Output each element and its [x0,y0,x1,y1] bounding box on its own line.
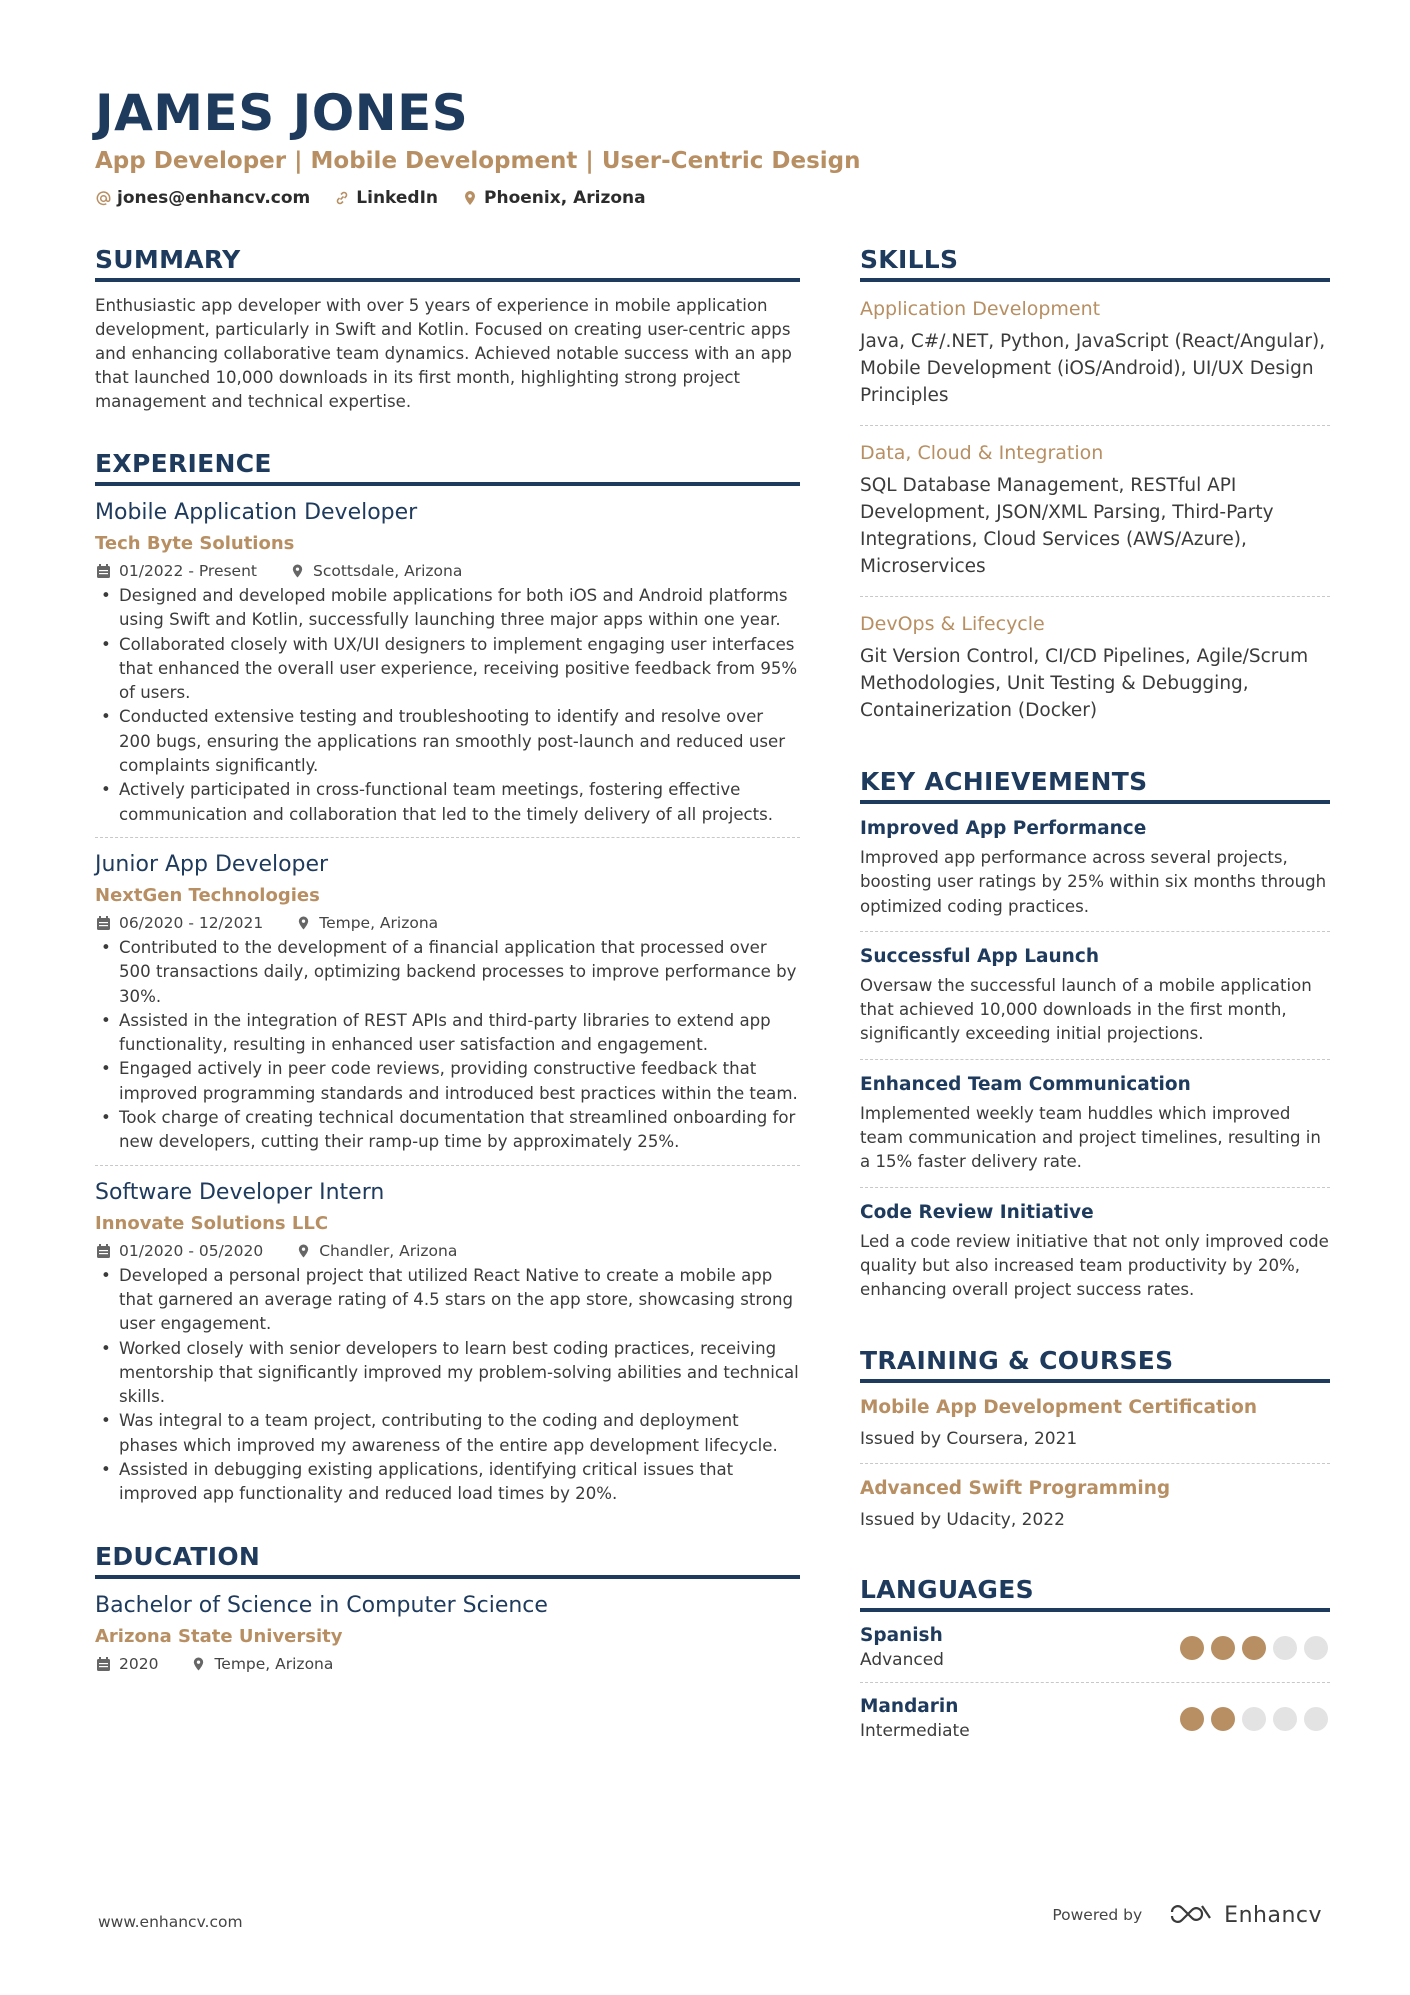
summary-section [95,244,800,414]
contact-email[interactable] [95,188,310,208]
languages-section [860,1574,1330,1753]
right-column [860,244,1330,1787]
training-heading: TRAINING & COURSES [860,1345,1330,1383]
job-bullet: • Assisted in debugging existing applications, identifying critical issues that improved app functionality and reduced load times by 20%. [95,1458,800,1507]
at-icon [95,190,111,206]
school-name: Arizona State University [95,1625,343,1647]
job-meta [95,562,800,580]
course-title: Mobile App Development Certification [860,1396,1258,1418]
summary-text: Enthusiastic app developer with over 5 years of experience in mobile application development, particularly in Swift and Kotlin. Focused on creating user-centric apps and enhancing collaborative team dynamics. Achieved notable success with an app that launched 10,000 downloads in its first month, highlighting strong project management and technical expertise. [95,296,792,411]
language-level: Advanced [860,1649,944,1670]
resume-header [95,82,1325,208]
map-pin-icon [289,563,305,579]
contact-linkedin-text: LinkedIn [356,188,439,208]
job-title: Software Developer Intern [95,1179,385,1205]
calendar-icon [95,1243,111,1259]
job-bullet: • Was integral to a team project, contributing to the coding and deployment phases which improved my awareness of the entire app development lifecycle. [95,1409,800,1458]
left-column [95,244,800,1717]
achievement-desc: Oversaw the successful launch of a mobile application that achieved 10,000 downloads in the first month, significantly exceeding initial projections. [860,975,1312,1044]
experience-section [95,448,800,1517]
calendar-icon [95,1656,111,1672]
job-dates [95,562,257,580]
job-location-text: Scottsdale, Arizona [313,562,463,580]
job-title: Junior App Developer [95,851,329,877]
job-bullet: • Worked closely with senior developers to learn best coding practices, receiving mentorship that significantly improved my problem-solving abilities and technical skills. [95,1337,800,1410]
job-location-text: Chandler, Arizona [319,1241,458,1260]
footer-website[interactable]: www.enhancv.com [98,1913,243,1931]
contact-email-text: jones@enhancv.com [117,188,311,208]
job-dates [95,1242,263,1260]
education-heading: EDUCATION [95,1541,800,1579]
job-bullet: • Contributed to the development of a financial application that processed over 500 transactions daily, optimizing backend processes to improve performance by 30%. [95,936,800,1009]
job-bullet-text: Developed a personal project that utilized React Native to create a mobile app that garnered an average rating of 4.5 stars on the app store, showcasing strong user engagement. [119,1265,794,1334]
achievement-title: Successful App Launch [860,945,1099,967]
skill-category: DevOps & Lifecycle [860,613,1045,635]
job-bullet-text: Designed and developed mobile applications for both iOS and Android platforms using Swift and Kotlin, successfully launching three major apps within one year. [119,586,788,630]
education-section [95,1541,800,1683]
footer-branding [1052,1900,1322,1930]
calendar-icon [95,915,111,931]
job-bullets [95,584,800,827]
contact-linkedin[interactable] [334,188,438,208]
job-entry [95,1166,800,1517]
language-item [860,1612,1330,1683]
job-meta [95,1242,800,1260]
course-title: Advanced Swift Programming [860,1477,1171,1499]
job-bullet-text: Assisted in debugging existing applications, identifying critical issues that improved app functionality and reduced load times by 20%. [119,1460,734,1504]
education-location [190,1655,333,1673]
job-bullet: • Collaborated closely with UX/UI designers to implement engaging user interfaces that enhanced the overall user experience, receiving positive feedback from 95% of users. [95,633,800,706]
training-section [860,1345,1330,1544]
job-bullet-text: Assisted in the integration of REST APIs and third-party libraries to extend app functionality, resulting in enhanced user satisfaction and engagement. [119,1010,771,1055]
rating-dot-empty [1304,1707,1328,1731]
job-location [289,562,462,580]
brand-name: Enhancv [1224,1902,1322,1928]
enhancv-logo-icon [1168,1900,1214,1930]
job-bullet-text: Engaged actively in peer code reviews, providing constructive feedback that improved programming standards and introduced best practices within the team. [119,1059,798,1103]
contact-location [462,188,646,208]
rating-dot-filled [1211,1707,1235,1731]
job-company: Tech Byte Solutions [95,533,295,554]
job-bullet-text: Took charge of creating technical documentation that streamlined onboarding for new developers, cutting their ramp-up time by approximately 25%. [119,1108,796,1152]
job-title: Mobile Application Developer [95,500,418,525]
achievement-title: Improved App Performance [860,818,1147,839]
achievement-item [860,1060,1330,1188]
education-year-text: 2020 [119,1654,159,1673]
skill-group [860,426,1330,597]
job-location [295,1242,457,1260]
powered-by-text: Powered by [1052,1906,1143,1924]
job-bullets [95,936,800,1155]
achievement-desc: Led a code review initiative that not only improved code quality but also increased team productivity by 20%, enhancing overall project success rates. [860,1231,1329,1300]
rating-dot-empty [1304,1636,1328,1660]
language-rating [1180,1636,1328,1660]
map-pin-icon [295,1243,311,1259]
skill-list: Git Version Control, CI/CD Pipelines, Agile/Scrum Methodologies, Unit Testing & Debugging, Containerization (Docker) [860,646,1309,721]
job-bullet-text: Contributed to the development of a financial application that processed over 500 transactions daily, optimizing backend processes to improve performance by 30%. [119,937,797,1006]
language-level: Intermediate [860,1720,970,1741]
education-year [95,1655,158,1673]
achievements-section [860,766,1330,1315]
job-company: Innovate Solutions LLC [95,1212,329,1234]
job-dates-text: 06/2020 - 12/2021 [119,913,264,932]
language-item [860,1683,1330,1753]
summary-heading: SUMMARY [95,244,800,282]
rating-dot-empty [1273,1636,1297,1660]
rating-dot-filled [1211,1636,1235,1660]
course-issuer: Issued by Udacity, 2022 [860,1509,1065,1530]
job-bullet-text: Collaborated closely with UX/UI designers to implement engaging user interfaces that enhanced the overall user experience, receiving positive feedback from 95% of users. [119,634,798,703]
job-bullet: • Conducted extensive testing and troubleshooting to identify and resolve over 200 bugs, ensuring the applications ran smoothly post-launch and reduced user complaints significantly. [95,705,800,778]
job-entry [95,838,800,1166]
achievement-item [860,804,1330,932]
job-bullets [95,1264,800,1507]
job-entry [95,486,800,838]
rating-dot-filled [1180,1636,1204,1660]
job-bullet-text: Worked closely with senior developers to learn best coding practices, receiving mentorship that significantly improved my problem-solving abilities and technical skills. [119,1338,799,1407]
achievement-item [860,932,1330,1060]
job-bullet-text: Actively participated in cross-functional team meetings, fostering effective communication and collaboration that led to the timely delivery of all projects. [119,780,774,824]
map-pin-icon [295,915,311,931]
map-pin-icon [190,1656,206,1672]
job-bullet: • Took charge of creating technical documentation that streamlined onboarding for new developers, cutting their ramp-up time by approximately 25%. [95,1106,800,1155]
achievement-desc: Improved app performance across several projects, boosting user ratings by 25% within six months through optimized coding practices. [860,848,1327,916]
skill-list: SQL Database Management, RESTful API Development, JSON/XML Parsing, Third-Party Integrations, Cloud Services (AWS/Azure), Microservices [860,475,1274,577]
rating-dot-empty [1273,1707,1297,1731]
candidate-headline: App Developer | Mobile Development | User-Centric Design [95,148,861,174]
experience-heading: EXPERIENCE [95,448,800,486]
job-bullet: • Assisted in the integration of REST APIs and third-party libraries to extend app functionality, resulting in enhanced user satisfaction and engagement. [95,1009,800,1058]
skill-group [860,282,1330,426]
language-rating [1180,1707,1328,1731]
job-bullet-text: Conducted extensive testing and troubleshooting to identify and resolve over 200 bugs, ensuring the applications ran smoothly post-launch and reduced user complaints significantly. [119,707,786,776]
achievement-desc: Implemented weekly team huddles which improved team communication and project timelines, resulting in a 15% faster delivery rate. [860,1103,1321,1172]
job-company: NextGen Technologies [95,884,320,906]
course-issuer: Issued by Coursera, 2021 [860,1428,1078,1449]
job-bullet-text: Was integral to a team project, contributing to the coding and deployment phases which improved my awareness of the entire app development lifecycle. [119,1411,778,1455]
calendar-icon [95,563,111,579]
languages-heading: LANGUAGES [860,1574,1330,1612]
job-location [295,914,438,932]
rating-dot-empty [1242,1707,1266,1731]
job-dates-text: 01/2022 - Present [119,562,257,580]
achievement-title: Code Review Initiative [860,1201,1094,1223]
job-dates [95,914,263,932]
job-bullet: • Developed a personal project that utilized React Native to create a mobile app that garnered an average rating of 4.5 stars on the app store, showcasing strong user engagement. [95,1264,800,1337]
rating-dot-filled [1242,1636,1266,1660]
skill-category: Data, Cloud & Integration [860,442,1104,464]
job-meta [95,914,800,932]
skill-category: Application Development [860,298,1101,320]
course-item [860,1464,1330,1544]
brand-logo[interactable] [1168,1900,1322,1930]
link-icon [334,190,350,206]
achievement-item [860,1188,1330,1315]
course-item [860,1383,1330,1464]
job-bullet: • Designed and developed mobile applications for both iOS and Android platforms using Swift and Kotlin, successfully launching three major apps within one year. [95,584,800,633]
candidate-name: JAMES JONES [95,84,469,142]
education-location-text: Tempe, Arizona [214,1654,334,1673]
education-entry [95,1579,800,1683]
contact-row [95,188,1325,208]
map-pin-icon [462,190,478,206]
achievement-title: Enhanced Team Communication [860,1073,1191,1095]
education-meta [95,1655,800,1673]
job-bullet: • Actively participated in cross-functional team meetings, fostering effective communication and collaboration that led to the timely delivery of all projects. [95,778,800,827]
rating-dot-filled [1180,1707,1204,1731]
skills-section [860,244,1330,740]
degree-title: Bachelor of Science in Computer Science [95,1592,548,1618]
language-name: Mandarin [860,1695,959,1717]
achievements-heading: KEY ACHIEVEMENTS [860,766,1330,804]
job-bullet: • Engaged actively in peer code reviews, providing constructive feedback that improved programming standards and introduced best practices within the team. [95,1057,800,1106]
job-dates-text: 01/2020 - 05/2020 [119,1241,264,1260]
job-location-text: Tempe, Arizona [319,913,439,932]
contact-location-text: Phoenix, Arizona [484,188,646,208]
skill-list: Java, C#/.NET, Python, JavaScript (React/Angular), Mobile Development (iOS/Android), UI/UX Design Principles [860,331,1326,406]
language-name: Spanish [860,1624,943,1646]
skill-group [860,597,1330,740]
skills-heading: SKILLS [860,244,1330,282]
